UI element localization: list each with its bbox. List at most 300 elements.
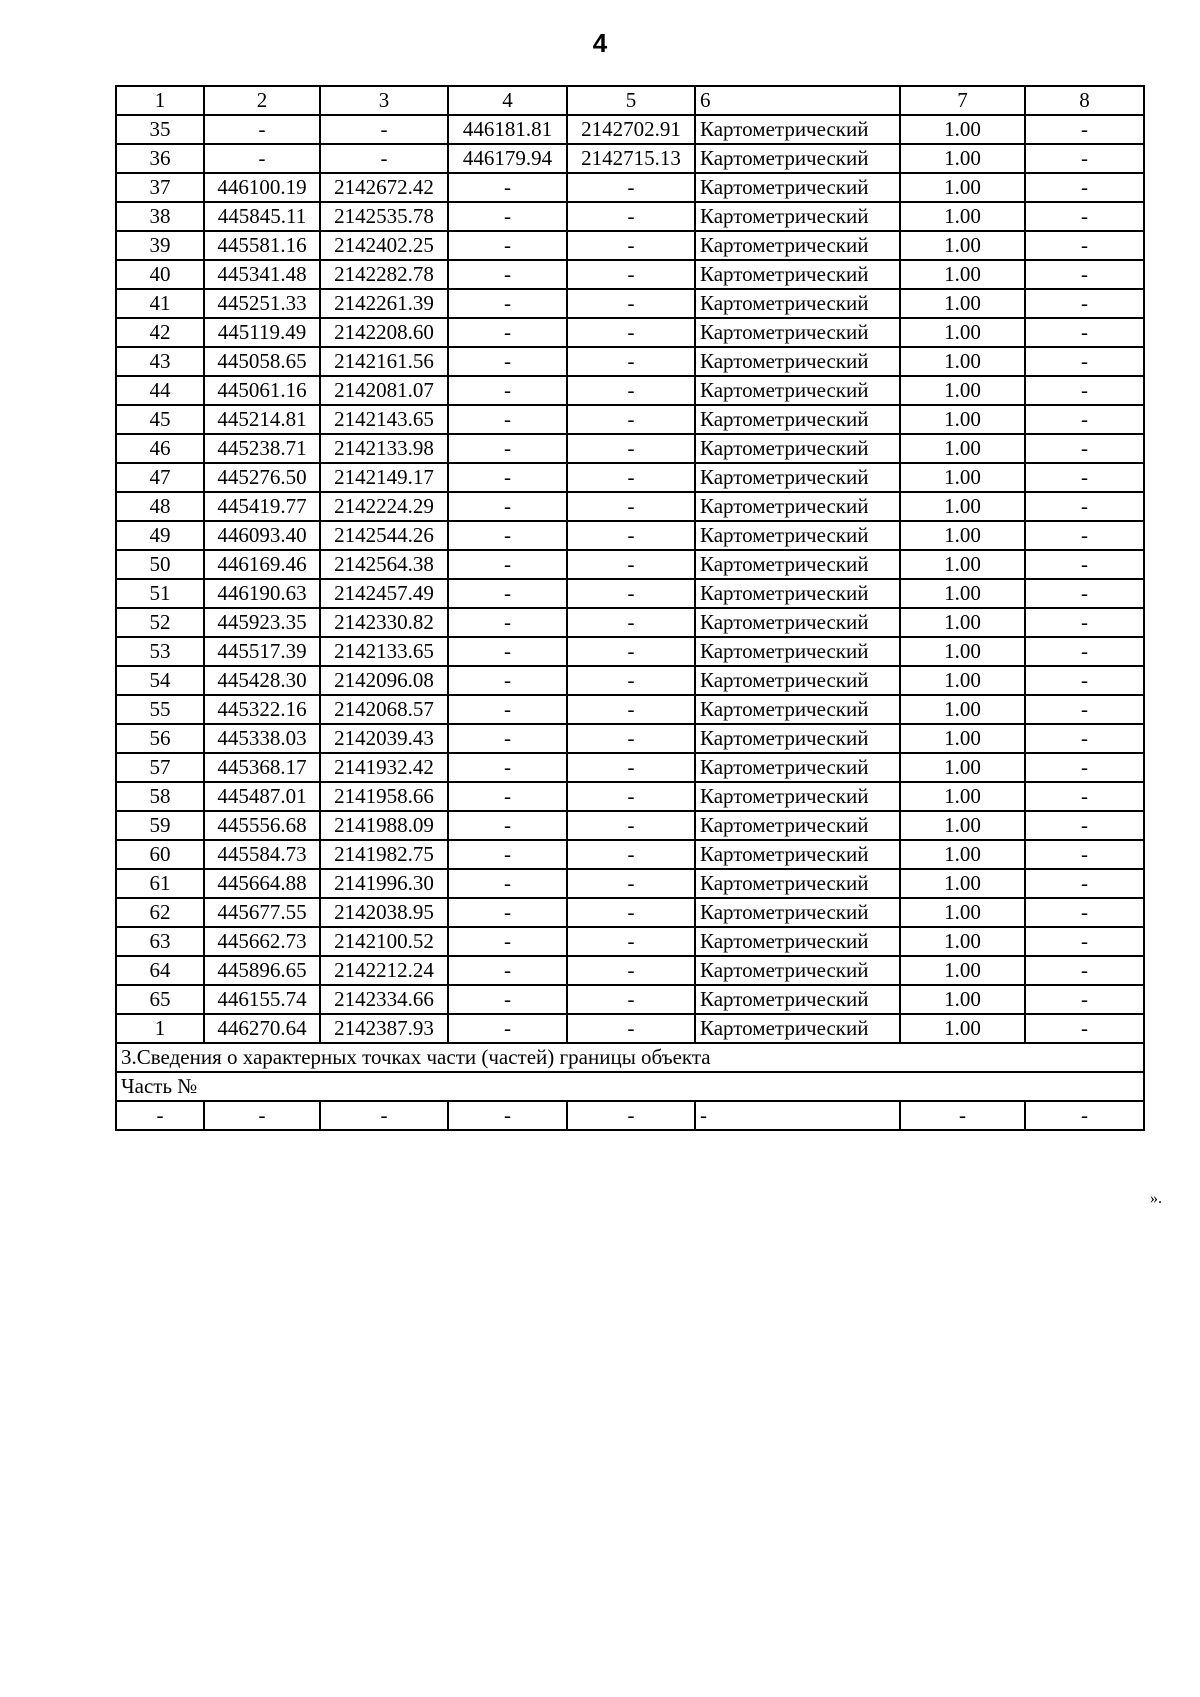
table-cell-col-2: 445214.81 — [204, 405, 320, 434]
table-cell-col-3: 2141982.75 — [320, 840, 448, 869]
table-cell-col-5: 5 — [567, 86, 695, 115]
table-row — [116, 782, 1144, 811]
table-cell-col-3: 2141996.30 — [320, 869, 448, 898]
table-cell-col-7: 1.00 — [900, 463, 1025, 492]
table-cell-col-1: 41 — [116, 289, 204, 318]
table-cell-col-6: Картометрический — [695, 260, 900, 289]
table-cell-col-5: - — [567, 550, 695, 579]
table-cell-col-6: Картометрический — [695, 811, 900, 840]
table-cell-col-5: - — [567, 376, 695, 405]
table-row — [116, 579, 1144, 608]
table-cell-col-6: Картометрический — [695, 376, 900, 405]
table-cell-col-2: 446190.63 — [204, 579, 320, 608]
table-cell-col-6: Картометрический — [695, 869, 900, 898]
table-cell-col-5: - — [567, 956, 695, 985]
table-cell-col-7: 1.00 — [900, 521, 1025, 550]
table-cell-col-5: - — [567, 173, 695, 202]
table-cell-col-1: 1 — [116, 86, 204, 115]
table-cell-col-7: 1.00 — [900, 666, 1025, 695]
table-cell-col-4: - — [448, 724, 567, 753]
table-cell-col-3: 2142402.25 — [320, 231, 448, 260]
table-cell-col-6: Картометрический — [695, 927, 900, 956]
table-cell-col-6: Картометрический — [695, 463, 900, 492]
table-cell-col-6: Картометрический — [695, 434, 900, 463]
table-cell-col-7: 1.00 — [900, 608, 1025, 637]
table-row-empty-part — [116, 1101, 1144, 1130]
table-row — [116, 724, 1144, 753]
table-cell-col-3: 2142457.49 — [320, 579, 448, 608]
table-cell-col-4: 446181.81 — [448, 115, 567, 144]
table-row — [116, 202, 1144, 231]
table-cell-col-4: - — [448, 376, 567, 405]
table-cell-col-2: 445487.01 — [204, 782, 320, 811]
table-cell-col-7: 1.00 — [900, 289, 1025, 318]
table-cell-col-2: 445276.50 — [204, 463, 320, 492]
table-cell-col-4: - — [448, 434, 567, 463]
table-row — [116, 405, 1144, 434]
table-cell-col-3: - — [320, 144, 448, 173]
table-cell-col-4: - — [448, 202, 567, 231]
table-row — [116, 376, 1144, 405]
table-cell-col-2: - — [204, 1101, 320, 1130]
table-cell-col-8: - — [1025, 463, 1144, 492]
table-cell-col-5: - — [567, 637, 695, 666]
table-cell-col-8: - — [1025, 492, 1144, 521]
table-cell-col-4: - — [448, 347, 567, 376]
table-cell-col-1: 49 — [116, 521, 204, 550]
table-cell-col-2: 445845.11 — [204, 202, 320, 231]
table-cell-col-7: 1.00 — [900, 898, 1025, 927]
table-cell-col-7: 1.00 — [900, 927, 1025, 956]
table-cell-col-2: - — [204, 115, 320, 144]
table-cell-col-2: 446155.74 — [204, 985, 320, 1014]
table-cell-col-1: 37 — [116, 173, 204, 202]
table-cell-col-8: - — [1025, 550, 1144, 579]
table-cell-col-1: 58 — [116, 782, 204, 811]
table-cell-col-8: - — [1025, 608, 1144, 637]
table-cell-col-1: 64 — [116, 956, 204, 985]
table-cell-col-5: - — [567, 840, 695, 869]
table-cell-col-1: 38 — [116, 202, 204, 231]
table-cell-col-7: 1.00 — [900, 405, 1025, 434]
table-cell-col-6: Картометрический — [695, 521, 900, 550]
table-cell-col-8: - — [1025, 405, 1144, 434]
table-cell-col-5: - — [567, 579, 695, 608]
table-cell-col-2: 2 — [204, 86, 320, 115]
table-cell-col-6: Картометрический — [695, 724, 900, 753]
table-cell-col-1: 43 — [116, 347, 204, 376]
table-cell-col-4: - — [448, 985, 567, 1014]
closing-quote-mark: ». — [1150, 1190, 1162, 1207]
table-cell-col-1: 60 — [116, 840, 204, 869]
table-cell-col-6: Картометрический — [695, 144, 900, 173]
table-row — [116, 492, 1144, 521]
table-cell-col-5: 2142715.13 — [567, 144, 695, 173]
table-cell-col-2: 446093.40 — [204, 521, 320, 550]
table-cell-col-5: - — [567, 927, 695, 956]
table-cell-col-5: - — [567, 318, 695, 347]
table-cell-col-6: Картометрический — [695, 289, 900, 318]
table-cell-col-3: 2142208.60 — [320, 318, 448, 347]
table-cell-col-6: Картометрический — [695, 637, 900, 666]
table-cell-col-4: - — [448, 782, 567, 811]
table-cell-col-6: Картометрический — [695, 550, 900, 579]
table-cell-col-3: 2142039.43 — [320, 724, 448, 753]
table-cell-col-2: 445662.73 — [204, 927, 320, 956]
table-cell-col-7: 1.00 — [900, 1014, 1025, 1043]
table-cell-col-4: - — [448, 608, 567, 637]
table-cell-col-1: 39 — [116, 231, 204, 260]
table-row — [116, 927, 1144, 956]
table-cell-col-5: - — [567, 492, 695, 521]
table-cell-col-8: - — [1025, 289, 1144, 318]
table-cell-col-6: Картометрический — [695, 202, 900, 231]
table-cell-col-7: 1.00 — [900, 637, 1025, 666]
table-cell-col-3: 2142535.78 — [320, 202, 448, 231]
section-title: 3.Сведения о характерных точках части (частей) границы объекта — [116, 1043, 1144, 1072]
table-cell-col-5: - — [567, 231, 695, 260]
table-cell-col-1: 62 — [116, 898, 204, 927]
table-cell-col-4: - — [448, 289, 567, 318]
table-cell-col-8: - — [1025, 782, 1144, 811]
table-cell-col-7: 1.00 — [900, 231, 1025, 260]
table-cell-col-6: Картометрический — [695, 666, 900, 695]
table-row — [116, 289, 1144, 318]
table-cell-col-4: - — [448, 1101, 567, 1130]
table-row — [116, 434, 1144, 463]
table-cell-col-8: - — [1025, 347, 1144, 376]
table-cell-col-2: 445322.16 — [204, 695, 320, 724]
table-cell-col-4: - — [448, 550, 567, 579]
table-cell-col-3: 2142544.26 — [320, 521, 448, 550]
table-cell-col-1: 65 — [116, 985, 204, 1014]
table-cell-col-4: - — [448, 260, 567, 289]
table-cell-col-4: - — [448, 521, 567, 550]
table-row — [116, 840, 1144, 869]
table-row — [116, 898, 1144, 927]
table-cell-col-8: - — [1025, 840, 1144, 869]
table-cell-col-2: 445677.55 — [204, 898, 320, 927]
table-cell-col-1: 52 — [116, 608, 204, 637]
table-cell-col-7: 1.00 — [900, 869, 1025, 898]
table-cell-col-5: - — [567, 869, 695, 898]
table-cell-col-1: 40 — [116, 260, 204, 289]
table-cell-col-3: 2142161.56 — [320, 347, 448, 376]
table-cell-col-5: - — [567, 1101, 695, 1130]
table-cell-col-1: 50 — [116, 550, 204, 579]
table-cell-col-8: - — [1025, 260, 1144, 289]
table-cell-col-8: - — [1025, 1101, 1144, 1130]
table-cell-col-5: - — [567, 811, 695, 840]
table-cell-col-5: 2142702.91 — [567, 115, 695, 144]
table-cell-col-2: 445238.71 — [204, 434, 320, 463]
table-cell-col-7: 1.00 — [900, 724, 1025, 753]
table-cell-col-4: - — [448, 666, 567, 695]
table-cell-col-6: Картометрический — [695, 492, 900, 521]
table-cell-col-5: - — [567, 521, 695, 550]
table-row — [116, 173, 1144, 202]
table-cell-col-8: - — [1025, 521, 1144, 550]
table-cell-col-7: 1.00 — [900, 434, 1025, 463]
table-row — [116, 231, 1144, 260]
table-cell-col-8: - — [1025, 666, 1144, 695]
table-cell-col-6: Картометрический — [695, 231, 900, 260]
table-cell-col-5: - — [567, 202, 695, 231]
table-cell-col-8: - — [1025, 637, 1144, 666]
table-cell-col-3: 2142387.93 — [320, 1014, 448, 1043]
table-cell-col-1: 47 — [116, 463, 204, 492]
table-cell-col-5: - — [567, 666, 695, 695]
table-cell-col-5: - — [567, 434, 695, 463]
part-label: Часть № — [116, 1072, 1144, 1101]
table-cell-col-5: - — [567, 347, 695, 376]
table-cell-col-7: 1.00 — [900, 985, 1025, 1014]
table-cell-col-3: 2142133.65 — [320, 637, 448, 666]
table-cell-col-6: Картометрический — [695, 753, 900, 782]
table-cell-col-3: 2141988.09 — [320, 811, 448, 840]
table-row — [116, 550, 1144, 579]
table-cell-col-6: 6 — [695, 86, 900, 115]
table-cell-col-3: 2142133.98 — [320, 434, 448, 463]
table-cell-col-1: 46 — [116, 434, 204, 463]
table-cell-col-8: - — [1025, 231, 1144, 260]
table-cell-col-8: - — [1025, 202, 1144, 231]
table-cell-col-3: 2141958.66 — [320, 782, 448, 811]
table-cell-col-7: 1.00 — [900, 782, 1025, 811]
table-row — [116, 695, 1144, 724]
table-cell-col-1: 57 — [116, 753, 204, 782]
table-cell-col-4: - — [448, 811, 567, 840]
table-cell-col-4: - — [448, 492, 567, 521]
table-cell-col-3: - — [320, 115, 448, 144]
table-cell-col-1: 35 — [116, 115, 204, 144]
table-cell-col-5: - — [567, 463, 695, 492]
table-cell-col-7: 1.00 — [900, 840, 1025, 869]
table-row — [116, 666, 1144, 695]
table-cell-col-1: 59 — [116, 811, 204, 840]
table-cell-col-7: 1.00 — [900, 695, 1025, 724]
table-cell-col-1: 54 — [116, 666, 204, 695]
table-cell-col-8: - — [1025, 927, 1144, 956]
table-cell-col-3: 3 — [320, 86, 448, 115]
table-cell-col-6: Картометрический — [695, 405, 900, 434]
table-cell-col-8: - — [1025, 695, 1144, 724]
table-cell-col-8: - — [1025, 811, 1144, 840]
table-cell-col-2: 445419.77 — [204, 492, 320, 521]
table-row — [116, 347, 1144, 376]
table-cell-col-1: 63 — [116, 927, 204, 956]
table-cell-col-5: - — [567, 260, 695, 289]
table-cell-col-5: - — [567, 782, 695, 811]
table-cell-col-2: 445581.16 — [204, 231, 320, 260]
table-cell-col-3: 2142261.39 — [320, 289, 448, 318]
table-cell-col-2: 445664.88 — [204, 869, 320, 898]
table-row — [116, 637, 1144, 666]
part-label-row — [116, 1072, 1144, 1101]
table-cell-col-8: 8 — [1025, 86, 1144, 115]
table-cell-col-3: 2142224.29 — [320, 492, 448, 521]
table-cell-col-1: 51 — [116, 579, 204, 608]
table-cell-col-2: 445368.17 — [204, 753, 320, 782]
table-cell-col-7: 1.00 — [900, 492, 1025, 521]
table-cell-col-4: - — [448, 231, 567, 260]
table-cell-col-3: 2142100.52 — [320, 927, 448, 956]
table-cell-col-2: 445058.65 — [204, 347, 320, 376]
table-cell-col-8: - — [1025, 579, 1144, 608]
table-cell-col-7: 1.00 — [900, 173, 1025, 202]
table-row — [116, 811, 1144, 840]
table-cell-col-6: Картометрический — [695, 840, 900, 869]
table-cell-col-2: 445896.65 — [204, 956, 320, 985]
table-cell-col-7: - — [900, 1101, 1025, 1130]
table-cell-col-5: - — [567, 985, 695, 1014]
table-cell-col-4: - — [448, 869, 567, 898]
table-cell-col-6: Картометрический — [695, 898, 900, 927]
table-row — [116, 1014, 1144, 1043]
table-row — [116, 144, 1144, 173]
table-cell-col-6: Картометрический — [695, 347, 900, 376]
section-title-row — [116, 1043, 1144, 1072]
table-cell-col-8: - — [1025, 144, 1144, 173]
table-row — [116, 608, 1144, 637]
table-cell-col-4: - — [448, 695, 567, 724]
table-cell-col-8: - — [1025, 1014, 1144, 1043]
table-cell-col-1: 48 — [116, 492, 204, 521]
table-cell-col-5: - — [567, 289, 695, 318]
table-cell-col-2: - — [204, 144, 320, 173]
table-row — [116, 869, 1144, 898]
table-cell-col-3: 2142330.82 — [320, 608, 448, 637]
table-cell-col-7: 1.00 — [900, 956, 1025, 985]
table-cell-col-8: - — [1025, 318, 1144, 347]
table-cell-col-1: 53 — [116, 637, 204, 666]
table-cell-col-4: - — [448, 840, 567, 869]
table-cell-col-3: 2142096.08 — [320, 666, 448, 695]
table-cell-col-6: Картометрический — [695, 318, 900, 347]
table-cell-col-2: 445061.16 — [204, 376, 320, 405]
table-cell-col-6: - — [695, 1101, 900, 1130]
table-cell-col-6: Картометрический — [695, 695, 900, 724]
table-cell-col-2: 445338.03 — [204, 724, 320, 753]
table-cell-col-4: - — [448, 1014, 567, 1043]
table-cell-col-3: 2142672.42 — [320, 173, 448, 202]
table-cell-col-6: Картометрический — [695, 1014, 900, 1043]
table-cell-col-2: 445119.49 — [204, 318, 320, 347]
table-cell-col-7: 1.00 — [900, 318, 1025, 347]
table-cell-col-1: 1 — [116, 1014, 204, 1043]
table-cell-col-4: - — [448, 753, 567, 782]
table-cell-col-4: - — [448, 579, 567, 608]
table-cell-col-8: - — [1025, 985, 1144, 1014]
table-cell-col-8: - — [1025, 753, 1144, 782]
table-cell-col-2: 445556.68 — [204, 811, 320, 840]
table-row — [116, 463, 1144, 492]
table-cell-col-5: - — [567, 724, 695, 753]
table-cell-col-1: 42 — [116, 318, 204, 347]
table-cell-col-1: 61 — [116, 869, 204, 898]
table-cell-col-7: 1.00 — [900, 550, 1025, 579]
table-cell-col-7: 1.00 — [900, 347, 1025, 376]
table-cell-col-4: - — [448, 898, 567, 927]
table-cell-col-6: Картометрический — [695, 579, 900, 608]
table-cell-col-8: - — [1025, 173, 1144, 202]
table-cell-col-4: - — [448, 405, 567, 434]
table-cell-col-7: 1.00 — [900, 115, 1025, 144]
table-cell-col-3: 2142149.17 — [320, 463, 448, 492]
table-cell-col-7: 7 — [900, 86, 1025, 115]
table-cell-col-4: - — [448, 173, 567, 202]
table-row — [116, 985, 1144, 1014]
table-cell-col-8: - — [1025, 869, 1144, 898]
table-cell-col-5: - — [567, 898, 695, 927]
table-cell-col-3: 2142334.66 — [320, 985, 448, 1014]
table-cell-col-8: - — [1025, 898, 1144, 927]
table-cell-col-7: 1.00 — [900, 260, 1025, 289]
table-row — [116, 956, 1144, 985]
table-row — [116, 318, 1144, 347]
table-cell-col-2: 446270.64 — [204, 1014, 320, 1043]
table-cell-col-3: 2141932.42 — [320, 753, 448, 782]
table-cell-col-4: - — [448, 463, 567, 492]
table-cell-col-8: - — [1025, 956, 1144, 985]
table-cell-col-2: 446169.46 — [204, 550, 320, 579]
table-cell-col-1: 56 — [116, 724, 204, 753]
table-cell-col-4: - — [448, 318, 567, 347]
table-cell-col-2: 445341.48 — [204, 260, 320, 289]
table-cell-col-8: - — [1025, 115, 1144, 144]
table-cell-col-7: 1.00 — [900, 376, 1025, 405]
table-cell-col-5: - — [567, 608, 695, 637]
table-cell-col-7: 1.00 — [900, 579, 1025, 608]
table-cell-col-3: 2142068.57 — [320, 695, 448, 724]
table-header-row — [116, 86, 1144, 115]
table-cell-col-7: 1.00 — [900, 144, 1025, 173]
table-cell-col-3: 2142081.07 — [320, 376, 448, 405]
table-cell-col-3: 2142038.95 — [320, 898, 448, 927]
table-cell-col-6: Картометрический — [695, 782, 900, 811]
table-cell-col-5: - — [567, 405, 695, 434]
table-cell-col-8: - — [1025, 434, 1144, 463]
table-cell-col-6: Картометрический — [695, 115, 900, 144]
table-cell-col-2: 445923.35 — [204, 608, 320, 637]
table-cell-col-2: 446100.19 — [204, 173, 320, 202]
table-cell-col-4: 446179.94 — [448, 144, 567, 173]
table-cell-col-5: - — [567, 695, 695, 724]
table-cell-col-1: 44 — [116, 376, 204, 405]
table-cell-col-8: - — [1025, 376, 1144, 405]
coordinates-table — [115, 85, 1145, 1131]
table-cell-col-2: 445428.30 — [204, 666, 320, 695]
table-cell-col-3: 2142212.24 — [320, 956, 448, 985]
table-cell-col-7: 1.00 — [900, 811, 1025, 840]
table-cell-col-2: 445251.33 — [204, 289, 320, 318]
table-cell-col-6: Картометрический — [695, 956, 900, 985]
table-cell-col-1: 36 — [116, 144, 204, 173]
table-cell-col-1: 55 — [116, 695, 204, 724]
table-cell-col-2: 445517.39 — [204, 637, 320, 666]
table-row — [116, 753, 1144, 782]
table-cell-col-5: - — [567, 1014, 695, 1043]
table-cell-col-7: 1.00 — [900, 202, 1025, 231]
table-cell-col-3: 2142564.38 — [320, 550, 448, 579]
table-cell-col-8: - — [1025, 724, 1144, 753]
table-cell-col-4: 4 — [448, 86, 567, 115]
table-row — [116, 115, 1144, 144]
page-number: 4 — [592, 28, 608, 58]
table-cell-col-3: 2142282.78 — [320, 260, 448, 289]
table-cell-col-6: Картометрический — [695, 608, 900, 637]
table-cell-col-5: - — [567, 753, 695, 782]
